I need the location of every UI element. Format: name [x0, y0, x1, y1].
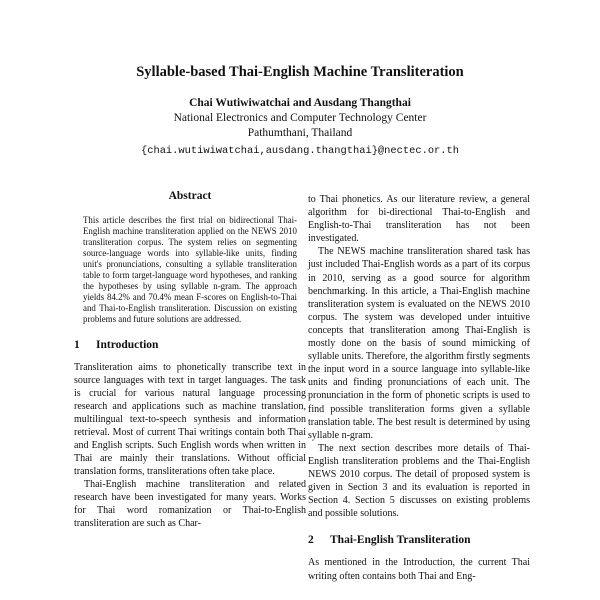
location: Pathumthani, Thailand — [247, 127, 353, 139]
author-names: Chai Wutiwiwatchai and Ausdang Thangthai — [189, 97, 411, 109]
intro-paragraph-1: Transliteration aims to phonetically transcribe text in source languages with text in target languages. The task is crucial for various natural language processing research and applications such as machine translation, multilingual text-to-speech synthesis and information retrieval. Most of current Thai writings contain both Thai and English scripts. Such English words when written in Thai are mainly their translations. Without official translation forms, transliterations often take place. — [74, 362, 306, 477]
abstract-heading: Abstract — [168, 190, 212, 202]
section-1-title: Introduction — [96, 339, 159, 351]
author-email: {chai.wutiwiwatchai,ausdang.thangthai}@nectec.or.th — [140, 145, 459, 157]
intro-paragraph-2: Thai-English machine transliteration and related research have been investigated for many years. Works for Thai word romanization or Thai-to-English transliteration are such as Char- — [74, 479, 306, 529]
left-column — [74, 190, 306, 530]
paper-title: Syllable-based Thai-English Machine Transliteration — [136, 64, 464, 80]
intro-paragraph-3: The NEWS machine transliteration shared task has just included Thai-English words as a part of its corpus in 2010, serving as a good source for algorithm benchmarking. In this article, a Thai-English machine transliteration system is evaluated on the NEWS 2010 corpus. The system was developed under intuitive concepts that transliteration among Thai-English is mostly done on the basis of sound mimicking of syllable units. Therefore, the algorithm firstly segments the input word in a source language into syllable-like units and finding pronunciations of each unit. The pronunciation in the form of phonetic scripts is used to find possible transliteration forms given a syllable translation table. The best result is determined by using syllable n-gram. — [308, 246, 530, 441]
section-2-paragraph-1: As mentioned in the Introduction, the current Thai writing often contains both Thai and Eng- — [308, 557, 530, 582]
abstract-text: This article describes the first trial on bidirectional Thai-English machine transliteration applied on the NEWS 2010 transliteration corpus. The system relies on segmenting source-language words into syllable-like units, finding unit's pronunciations, consulting a syllable transliteration table to form target-language word hypotheses, and ranking the hypotheses by using syllable n-gram. The approach yields 84.2% and 70.4% mean F-scores on English-to-Thai and Thai-to-English transliteration. Discussion on existing problems and future solutions are addressed. — [83, 215, 297, 324]
section-2-title: Thai-English Transliteration — [330, 534, 471, 547]
right-column — [308, 193, 530, 583]
section-1-heading — [74, 339, 306, 352]
intro-paragraph-2-continued: to Thai phonetics. As our literature review, a general algorithm for bi-directional Thai-to-English and English-to-Thai transliteration has not been investigated. — [308, 194, 530, 245]
section-1-number: 1 — [74, 339, 80, 351]
author-block — [0, 96, 600, 159]
affiliation: National Electronics and Computer Technology Center — [173, 112, 427, 124]
section-2-heading — [308, 534, 530, 547]
section-2-number: 2 — [308, 534, 314, 547]
intro-paragraph-4: The next section describes more details of Thai-English transliteration problems and the Thai-English NEWS 2010 corpus. The detail of proposed system is given in Section 3 and its evaluation is reported in Section 4. Section 5 discusses on existing problems and possible solutions. — [308, 442, 530, 520]
